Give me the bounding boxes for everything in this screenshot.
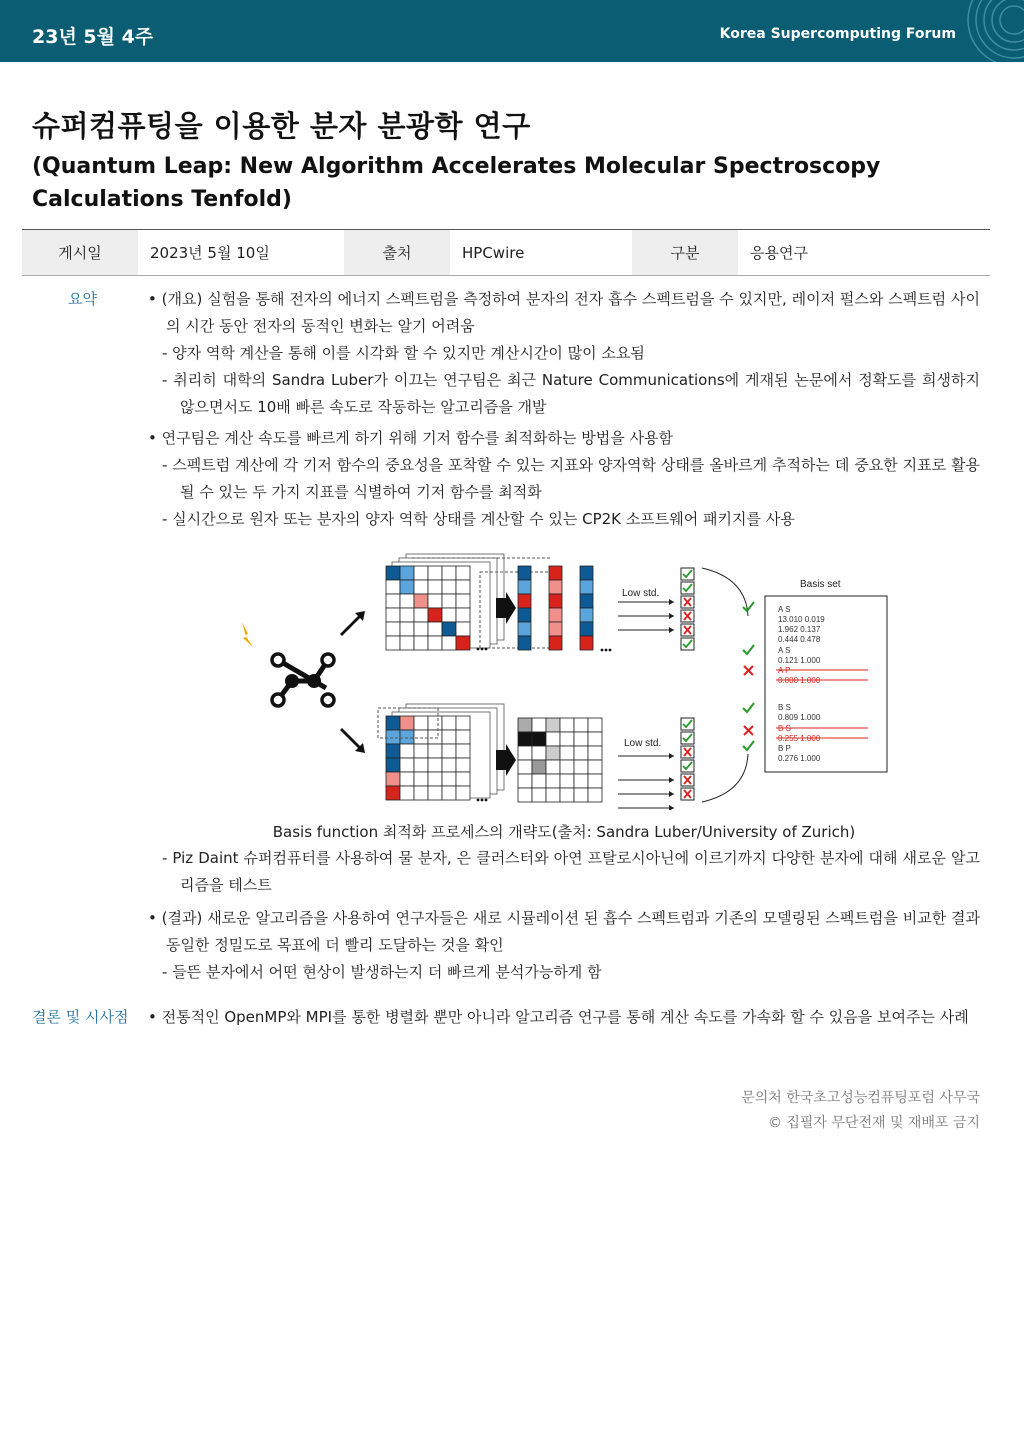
arrow-head-icon	[669, 753, 674, 759]
top-matrix-cell	[442, 580, 456, 594]
bottom-matrix-cell	[386, 772, 400, 786]
result-matrix-cell	[518, 774, 532, 788]
basis-row: 0.800 1.000	[778, 676, 821, 685]
top-matrix-cell	[442, 622, 456, 636]
ellipsis-icon	[481, 648, 484, 651]
top-matrix-cell	[456, 622, 470, 636]
top-matrix-cell	[400, 622, 414, 636]
atom	[272, 654, 284, 666]
result-matrix-cell	[532, 732, 546, 746]
top-matrix-cell	[386, 594, 400, 608]
atom-center	[285, 674, 299, 688]
bottom-matrix-cell	[400, 744, 414, 758]
result-matrix-cell	[532, 774, 546, 788]
result-matrix-cell	[574, 718, 588, 732]
summary-block-2	[148, 425, 980, 533]
header-bar	[0, 0, 1024, 62]
issue-week: 23년 5월 4주	[32, 26, 154, 48]
vector-cell	[518, 580, 531, 594]
ellipsis-icon	[477, 799, 480, 802]
vector-cell	[549, 622, 562, 636]
date-label: 게시일	[22, 230, 138, 275]
vector-cell	[580, 636, 593, 650]
result-matrix-cell	[518, 732, 532, 746]
result-matrix-cell	[574, 746, 588, 760]
result-matrix-cell	[560, 760, 574, 774]
top-matrix-cell	[428, 566, 442, 580]
forum-name: Korea Supercomputing Forum	[719, 26, 956, 42]
result-matrix-cell	[532, 788, 546, 802]
summary-block-3	[148, 845, 980, 899]
bottom-matrix-cell	[386, 744, 400, 758]
result-matrix-cell	[560, 732, 574, 746]
basis-row: A S	[778, 605, 791, 614]
basis-row: B P	[778, 744, 791, 753]
bottom-matrix-cell	[428, 730, 442, 744]
summary-bullet-result: • (결과) 새로운 알고리즘을 사용하여 연구자들은 새로 시뮬레이션 된 흡수 스펙트럼과 기존의 모델링된 스펙트럼을 비교한 결과 동일한 정밀도로 목표에 더 빨리 도달하는 것을 확인	[148, 909, 980, 954]
result-matrix-cell	[588, 760, 602, 774]
arrow-head-icon	[669, 627, 674, 633]
result-matrix-cell	[518, 788, 532, 802]
summary-dash-6: - 들뜬 분자에서 어떤 현상이 발생하는지 더 빠르게 분석가능하게 함	[162, 963, 602, 981]
footer-copyright: © 집필자 무단전재 및 재배포 금지	[767, 1115, 980, 1131]
summary-block-1	[148, 286, 980, 421]
basis-row: A S	[778, 646, 791, 655]
bottom-matrix-cell	[414, 716, 428, 730]
top-matrix-cell	[456, 566, 470, 580]
result-matrix-cell	[574, 788, 588, 802]
top-matrix-cell	[386, 636, 400, 650]
footer	[741, 1086, 980, 1136]
top-matrix-cell	[442, 636, 456, 650]
ellipsis-icon	[485, 799, 488, 802]
summary-dash-2: - 취리히 대학의 Sandra Luber가 이끄는 연구팀은 최근 Nature Communications에 게재된 논문에서 정확도를 희생하지 않으면서도 10배 빠른 속도로 작동하는 알고리즘을 개발	[162, 371, 980, 416]
bottom-matrix-cell	[456, 772, 470, 786]
summary-block-4	[148, 905, 980, 986]
check-icon	[743, 741, 754, 750]
top-matrix-cell	[414, 636, 428, 650]
check-icon	[743, 645, 754, 654]
vector-cell	[580, 594, 593, 608]
top-matrix-cell	[456, 608, 470, 622]
summary-bullet-overview: • (개요) 실험을 통해 전자의 에너지 스펙트럼을 측정하여 분자의 전자 흡수 스펙트럼을 수 있지만, 레이저 펄스와 스펙트럼 사이의 시간 동안 전자의 동적인 변화는 알기 어려움	[148, 290, 980, 335]
conclusion-label: 결론 및 시사점	[32, 1008, 129, 1026]
conclusion-block	[148, 1004, 980, 1031]
bracket-line	[702, 754, 748, 802]
bottom-matrix-cell	[428, 716, 442, 730]
top-matrix-cell	[414, 594, 428, 608]
top-matrix-cell	[428, 608, 442, 622]
basis-row: 0.255 1.000	[778, 734, 821, 743]
top-matrix-cell	[456, 580, 470, 594]
vector-cell	[580, 566, 593, 580]
result-matrix-cell	[588, 746, 602, 760]
arrow-up-icon	[340, 611, 365, 636]
molecule-icon	[272, 654, 334, 706]
summary-label: 요약	[68, 290, 97, 308]
arrow-down-icon	[340, 728, 365, 753]
bottom-matrix-cell	[428, 744, 442, 758]
arrow-head-icon	[669, 791, 674, 797]
result-matrix-cell	[588, 718, 602, 732]
result-matrix-cell	[546, 718, 560, 732]
bottom-matrix-cell	[456, 786, 470, 800]
ellipsis-icon	[481, 799, 484, 802]
top-matrix-cell	[400, 636, 414, 650]
result-matrix-cell	[546, 732, 560, 746]
basis-row: 0.121 1.000	[778, 656, 821, 665]
top-matrix-cell	[442, 594, 456, 608]
category-label: 구분	[632, 230, 738, 275]
summary-dash-5: - Piz Daint 슈퍼컴퓨터를 사용하여 물 분자, 은 클러스터와 아연 프탈로시아닌에 이르기까지 다양한 분자에 대해 새로운 알고리즘을 테스트	[162, 849, 980, 894]
conclusion-bullet: • 전통적인 OpenMP와 MPI를 통한 병렬화 뿐만 아니라 알고리즘 연구를 통해 계산 속도를 가속화 할 수 있음을 보여주는 사례	[148, 1008, 969, 1026]
bottom-matrix-cell	[442, 758, 456, 772]
basis-row: B S	[778, 724, 791, 733]
top-matrix-cell	[400, 608, 414, 622]
check-icon	[743, 602, 754, 611]
page-title: 슈퍼컴퓨팅을 이용한 분자 분광학 연구	[32, 109, 531, 143]
vector-cell	[580, 580, 593, 594]
atom	[322, 654, 334, 666]
bottom-matrix	[386, 716, 470, 800]
bottom-matrix-cell	[414, 786, 428, 800]
bottom-matrix-cell	[386, 758, 400, 772]
result-matrix-cell	[574, 732, 588, 746]
basis-row: 0.809 1.000	[778, 713, 821, 722]
atom	[322, 694, 334, 706]
vector-cell	[549, 580, 562, 594]
ellipsis-icon	[477, 648, 480, 651]
result-matrix-cell	[574, 760, 588, 774]
result-matrix-cell	[560, 788, 574, 802]
result-matrix-cell	[560, 746, 574, 760]
arrow-head-icon	[669, 777, 674, 783]
top-matrix-cell	[414, 566, 428, 580]
summary-dash-3: - 스펙트럼 계산에 각 기저 함수의 중요성을 포착할 수 있는 지표와 양자역학 상태를 올바르게 추적하는 데 중요한 지표로 활용될 수 있는 두 가지 지표를 식별하여 기저 함수를 최적화	[162, 456, 980, 501]
bottom-matrix-cell	[456, 716, 470, 730]
bottom-matrix-cell	[428, 786, 442, 800]
arrow-head-icon	[669, 613, 674, 619]
vector-cell	[580, 608, 593, 622]
low-std-label-top: Low std.	[622, 588, 660, 599]
bottom-matrix-cell	[428, 758, 442, 772]
basis-row: B S	[778, 703, 791, 712]
basis-row: 13.010 0.019	[778, 615, 825, 624]
source-value: HPCwire	[462, 243, 525, 262]
basis-row: 0.276 1.000	[778, 754, 821, 763]
top-matrix-cell	[442, 566, 456, 580]
check-icon	[743, 703, 754, 712]
bottom-matrix-cell	[442, 716, 456, 730]
result-matrix-cell	[518, 746, 532, 760]
source-label: 출처	[344, 230, 450, 275]
forum-logo-swirl-icon	[954, 0, 1024, 62]
date-value: 2023년 5월 10일	[150, 244, 270, 262]
top-matrix-cell	[456, 636, 470, 650]
basis-row: A P	[778, 666, 791, 675]
bottom-matrix-cell	[400, 716, 414, 730]
bottom-matrix-cell	[456, 758, 470, 772]
top-matrix-cell	[414, 580, 428, 594]
bottom-matrix-cell	[400, 772, 414, 786]
bottom-matrix-cell	[386, 786, 400, 800]
bottom-matrix-cell	[414, 758, 428, 772]
vector-cell	[518, 608, 531, 622]
result-matrix-cell	[532, 746, 546, 760]
result-matrix-cell	[588, 774, 602, 788]
bottom-matrix-cell	[442, 730, 456, 744]
page-subtitle: (Quantum Leap: New Algorithm Accelerates Molecular Spectroscopy Calculations Tenfold)	[32, 154, 881, 212]
result-matrix-cell	[588, 732, 602, 746]
basis-row: 1.962 0.137	[778, 625, 821, 634]
figure-caption: Basis function 최적화 프로세스의 개략도(출처: Sandra Luber/University of Zurich)	[272, 823, 856, 841]
bottom-matrix-cell	[428, 772, 442, 786]
vector-cell	[518, 594, 531, 608]
result-matrix-cell	[546, 746, 560, 760]
footer-contact: 문의처 한국초고성능컴퓨팅포럼 사무국	[741, 1090, 980, 1106]
top-matrix-cell	[386, 608, 400, 622]
result-matrix-cell	[518, 760, 532, 774]
summary-dash-1: - 양자 역학 계산을 통해 이를 시각화 할 수 있지만 계산시간이 많이 소요됨	[162, 344, 645, 362]
vector-cell	[549, 594, 562, 608]
bottom-matrix-cell	[442, 786, 456, 800]
result-matrix-cell	[588, 788, 602, 802]
basis-function-figure	[232, 548, 902, 810]
top-matrix-cell	[428, 636, 442, 650]
atom-center	[307, 674, 321, 688]
bottom-matrix-cell	[414, 772, 428, 786]
summary-bullet-method: • 연구팀은 계산 속도를 빠르게 하기 위해 기저 함수를 최적화하는 방법을 사용함	[148, 429, 673, 447]
top-matrix-cell	[386, 580, 400, 594]
top-matrix-cell	[442, 608, 456, 622]
bottom-matrix-cell	[400, 730, 414, 744]
summary-dash-4: - 실시간으로 원자 또는 분자의 양자 역학 상태를 계산할 수 있는 CP2K 소프트웨어 패키지를 사용	[162, 510, 795, 528]
top-matrix-cell	[400, 580, 414, 594]
bottom-matrix-cell	[386, 730, 400, 744]
bottom-matrix-cell	[442, 744, 456, 758]
vector-cell	[518, 566, 531, 580]
result-matrix-cell	[560, 774, 574, 788]
vector-cell	[549, 566, 562, 580]
cross-icon	[744, 726, 753, 735]
bottom-matrix-cell	[456, 730, 470, 744]
vector-cell	[518, 636, 531, 650]
result-matrix-cell	[532, 760, 546, 774]
bottom-matrix-cell	[456, 744, 470, 758]
top-matrix-cell	[428, 594, 442, 608]
result-matrix-cell	[546, 774, 560, 788]
arrow-head-icon	[669, 599, 674, 605]
result-matrix-cell	[574, 774, 588, 788]
atom	[272, 694, 284, 706]
bottom-matrix-cell	[386, 716, 400, 730]
top-matrix-cell	[414, 622, 428, 636]
bracket-line	[702, 568, 748, 616]
top-matrix	[386, 566, 470, 650]
ellipsis-icon	[601, 649, 604, 652]
result-matrix	[518, 718, 602, 802]
top-matrix-cell	[414, 608, 428, 622]
top-matrix-cell	[400, 566, 414, 580]
result-matrix-cell	[532, 718, 546, 732]
vector-cell	[549, 608, 562, 622]
vector-cell	[580, 622, 593, 636]
result-matrix-cell	[546, 760, 560, 774]
ellipsis-icon	[485, 648, 488, 651]
result-matrix-cell	[546, 788, 560, 802]
meta-table	[22, 229, 990, 276]
vector-cell	[549, 636, 562, 650]
bottom-matrix-cell	[400, 758, 414, 772]
low-std-label-bottom: Low std.	[624, 738, 662, 749]
bottom-matrix-cell	[400, 786, 414, 800]
cross-icon	[744, 666, 753, 675]
bottom-matrix-cell	[414, 730, 428, 744]
lightning-icon	[242, 622, 253, 647]
top-matrix-cell	[428, 622, 442, 636]
result-matrix-cell	[560, 718, 574, 732]
basis-row: 0.444 0.478	[778, 635, 821, 644]
result-matrix-cell	[518, 718, 532, 732]
category-value: 응용연구	[750, 244, 808, 262]
top-matrix-cell	[456, 594, 470, 608]
top-matrix-cell	[386, 622, 400, 636]
basis-set-title: Basis set	[800, 579, 841, 590]
bottom-matrix-cell	[442, 772, 456, 786]
top-matrix-cell	[428, 580, 442, 594]
vector-cell	[518, 622, 531, 636]
top-matrix-cell	[400, 594, 414, 608]
bottom-matrix-cell	[414, 744, 428, 758]
ellipsis-icon	[609, 649, 612, 652]
ellipsis-icon	[605, 649, 608, 652]
top-matrix-cell	[386, 566, 400, 580]
